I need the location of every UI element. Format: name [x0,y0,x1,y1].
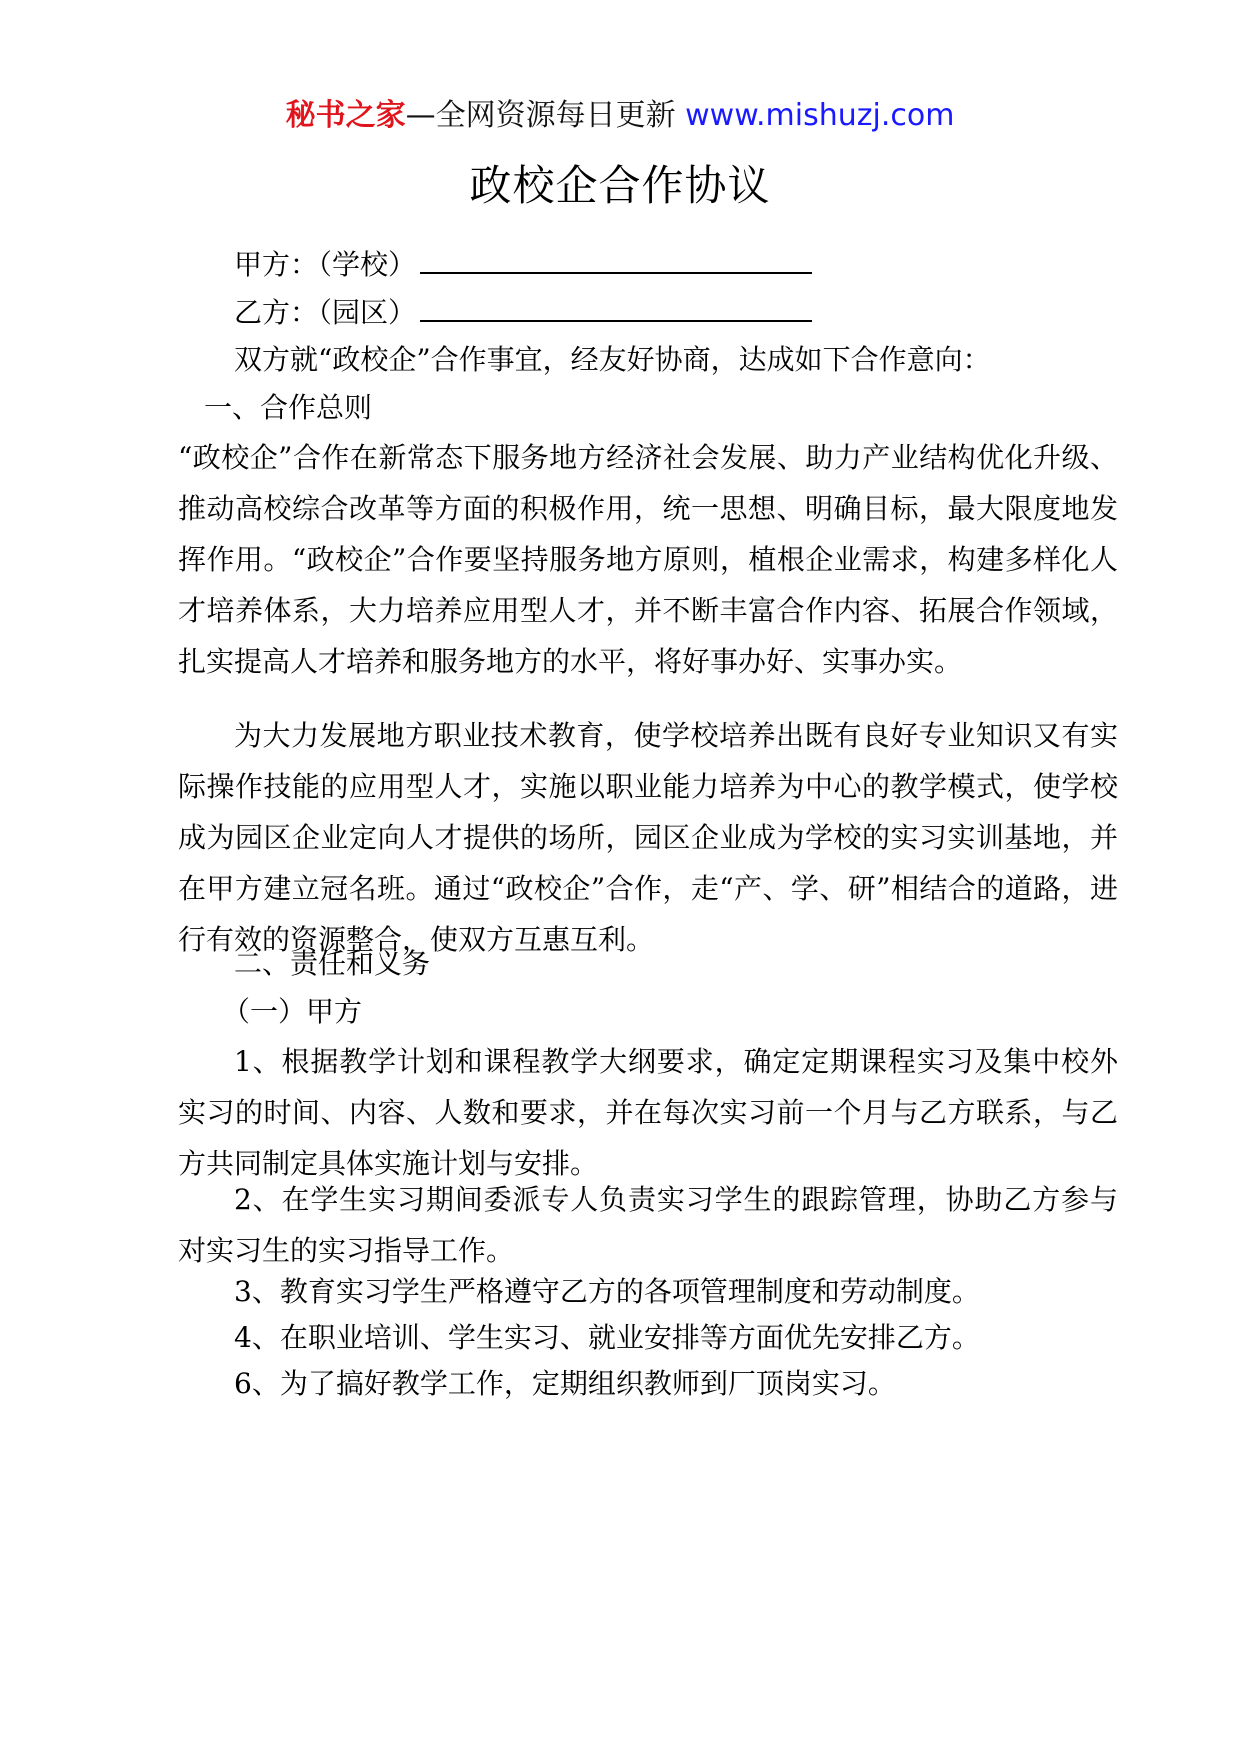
list-item: 3、教育实习学生严格遵守乙方的各项管理制度和劳动制度。 [234,1275,980,1308]
list-item: 6、为了搞好教学工作，定期组织教师到厂顶岗实习。 [234,1367,896,1400]
party-b-line [234,294,812,330]
party-a-label: 甲方：（学校） [234,248,417,281]
document-title: 政校企合作协议 [469,161,771,210]
site-banner [0,96,1240,136]
section1-paragraph-2: 为大力发展地方职业技术教育，使学校培养出既有良好专业知识又有实际操作技能的应用型人才，实施以职业能力培养为中心的教学模式，使学校成为园区企业定向人才提供的场所，园区企业成为学校的实习实训基地，并在甲方建立冠名班。通过“政校企”合作，走“产、学、研”相结合的道路，进行有效的资源整合，使双方互惠互利。 [178,719,1118,956]
list-item: 4、在职业培训、学生实习、就业安排等方面优先安排乙方。 [234,1321,980,1354]
party-b-blank [420,294,812,322]
section1-paragraph-1: “政校企”合作在新常态下服务地方经济社会发展、助力产业结构优化升级、推动高校综合改革等方面的积极作用，统一思想、明确目标，最大限度地发挥作用。“政校企”合作要坚持服务地方原则，植根企业需求，构建多样化人才培养体系，大力培养应用型人才，并不断丰富合作内容、拓展合作领域，扎实提高人才培养和服务地方的水平，将好事办好、实事办实。 [178,441,1118,678]
banner-url[interactable]: www.mishuzj.com [685,98,955,133]
party-a-blank [420,246,812,274]
banner-slogan: —全网资源每日更新 [405,98,676,133]
party-a-line [234,246,812,282]
subsection-party-a: （一）甲方 [222,995,363,1028]
brand-name: 秘书之家 [285,98,406,133]
list-item: 1、根据教学计划和课程教学大纲要求，确定定期课程实习及集中校外实习的时间、内容、人数和要求，并在每次实习前一个月与乙方联系，与乙方共同制定具体实施计划与安排。 [178,1045,1118,1180]
section2-heading: 二、责任和义务 [234,947,431,980]
section1-heading: 一、合作总则 [204,391,373,424]
party-b-label: 乙方：（园区） [234,296,417,329]
list-item: 2、在学生实习期间委派专人负责实习学生的跟踪管理，协助乙方参与对实习生的实习指导工作。 [178,1183,1118,1267]
intro-text: 双方就“政校企”合作事宜，经友好协商，达成如下合作意向： [234,343,991,376]
